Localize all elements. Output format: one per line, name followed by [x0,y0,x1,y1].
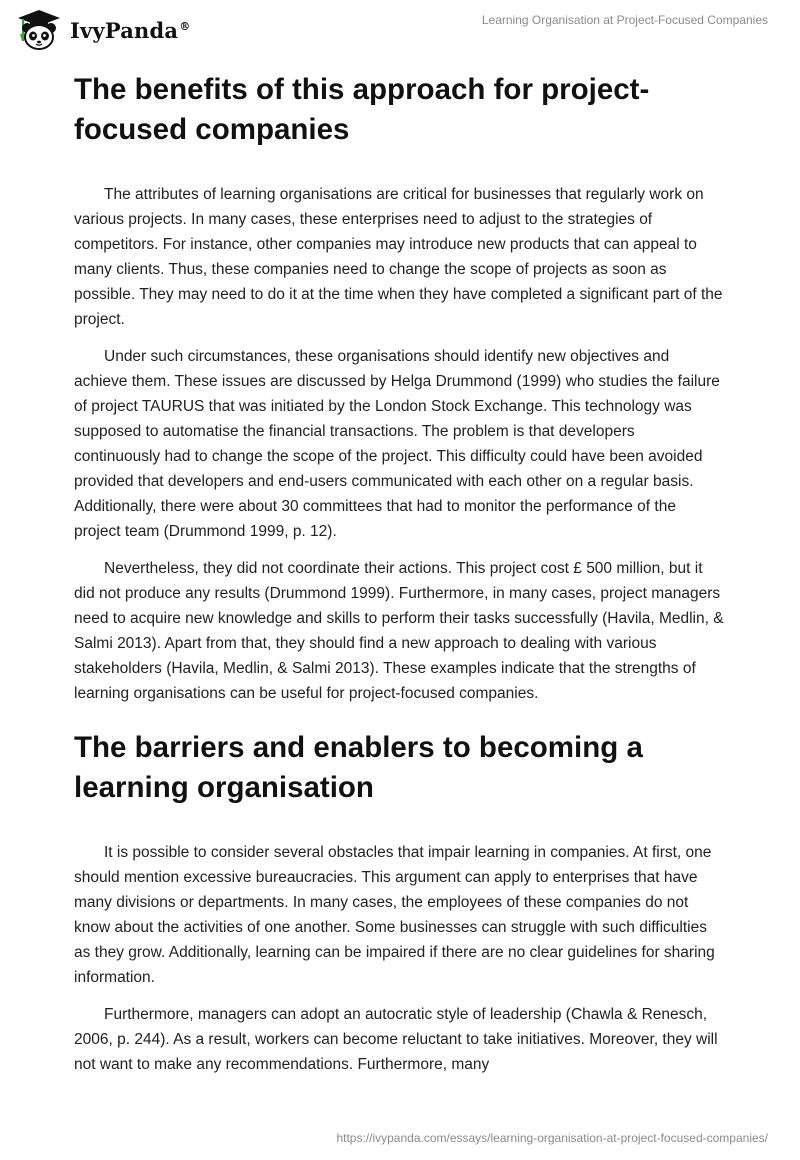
panda-graduation-cap-icon [14,8,64,52]
section-heading: The benefits of this approach for project-focused companies [74,73,650,146]
source-url[interactable]: https://ivypanda.com/essays/learning-organisation-at-project-focused-companies/ [336,1131,768,1145]
page-header [0,0,800,60]
paragraph: Under such circumstances, these organisations should identify new objectives and achieve them. These issues are discussed by Helga Drummond (1999) who studies the failure of project TAURUS that was initiated by the London Stock Exchange. This technology was supposed to automatise the financial transactions. The problem is that developers continuously had to change the scope of the project. This difficulty could have been avoided provided that developers and end-users communicated with each other on a regular basis. Additionally, there were about 30 committees that had to monitor the performance of the project team (Drummond 1999, p. 12). [74,348,720,540]
paragraph: Furthermore, managers can adopt an autocratic style of leadership (Chawla & Renesch, 2006, p. 244). As a result, workers can become reluctant to take initiatives. Moreover, they will not want to make any recommendations. Furthermore, many [74,1006,718,1073]
paragraph: It is possible to consider several obstacles that impair learning in companies. At first, one should mention excessive bureaucracies. This argument can apply to enterprises that have many divisions or departments. In many cases, the employees of these companies do not know about the activities of one another. Some businesses can struggle with such difficulties as they grow. Additionally, learning can be impaired if there are no clear guidelines for sharing information. [74,844,715,986]
section-heading: The barriers and enablers to becoming a learning organisation [74,731,643,804]
ivypanda-logo[interactable] [14,8,190,52]
paragraph: The attributes of learning organisations are critical for businesses that regularly work on various projects. In many cases, these enterprises need to adjust to the strategies of competitors. For instance, other companies may introduce new products that can appeal to many clients. Thus, these companies need to change the scope of projects as soon as possible. They may need to do it at the time when they have completed a significant part of the project. [74,186,723,328]
document-title: Learning Organisation at Project-Focused Companies [481,13,768,27]
brand-name: IvyPanda® [70,17,191,43]
paragraph: Nevertheless, they did not coordinate their actions. This project cost £ 500 million, but it did not produce any results (Drummond 1999). Furthermore, in many cases, project managers need to acquire new knowledge and skills to perform their tasks successfully (Havila, Medlin, & Salmi 2013). Apart from that, they should find a new approach to dealing with various stakeholders (Havila, Medlin, & Salmi 2013). These examples indicate that the strengths of learning organisations can be useful for project-focused companies. [74,560,724,702]
essay-body [74,70,724,1089]
